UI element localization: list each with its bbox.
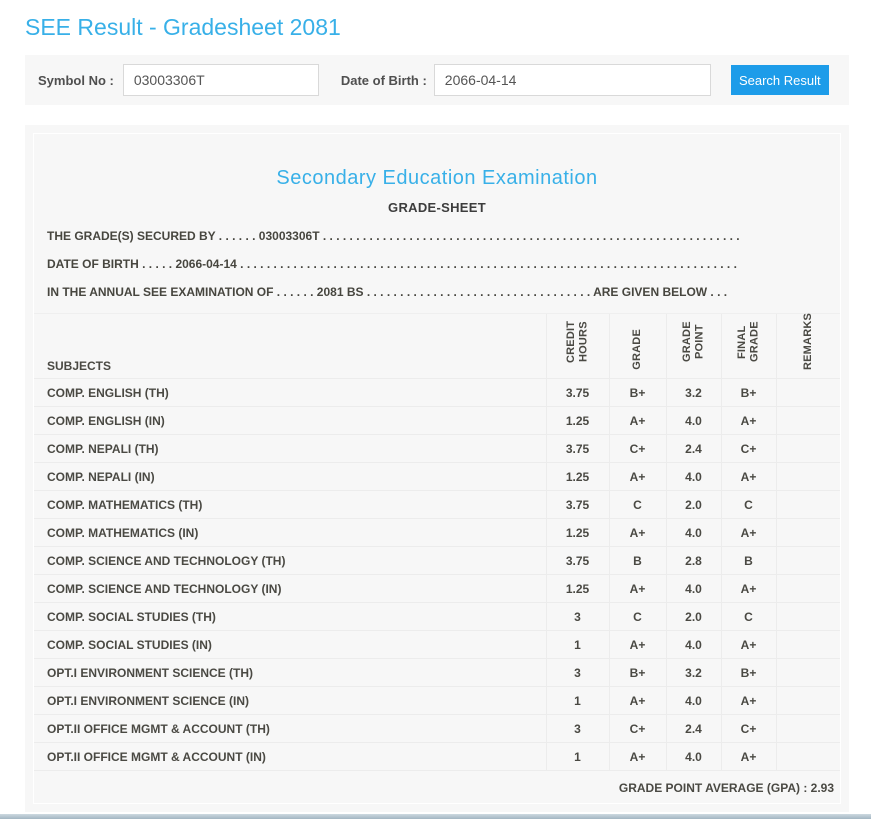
final-grade-value: A+: [721, 631, 776, 659]
subjects-header: SUBJECTS: [34, 314, 546, 379]
table-header-row: [34, 314, 840, 379]
subject-name: COMP. MATHEMATICS (IN): [34, 519, 546, 547]
final-grade-value: A+: [721, 575, 776, 603]
grade-point-value: 2.0: [666, 491, 721, 519]
remarks-value: [776, 575, 840, 603]
grade-value: C: [609, 603, 666, 631]
table-row: [34, 575, 840, 603]
examination-line: IN THE ANNUAL SEE EXAMINATION OF . . . . . . 2081 BS . . . . . . . . . . . . . . . . . . . . . . . . . . . . . . . . . . ARE GIVEN BELOW . . .: [47, 285, 728, 299]
table-row: [34, 519, 840, 547]
table-row: [34, 715, 840, 743]
final-grade-value: B+: [721, 659, 776, 687]
credit-hours-value: 1: [546, 743, 609, 771]
search-form: [25, 55, 849, 105]
final-grade-value: A+: [721, 519, 776, 547]
credit-hours-value: 3.75: [546, 379, 609, 407]
grade-point-value: 2.8: [666, 547, 721, 575]
remarks-value: [776, 407, 840, 435]
grade-point-value: 2.4: [666, 715, 721, 743]
subject-name: OPT.II OFFICE MGMT & ACCOUNT (TH): [34, 715, 546, 743]
table-row: [34, 547, 840, 575]
final-grade-value: A+: [721, 407, 776, 435]
gradesheet-subheading: GRADE-SHEET: [388, 200, 486, 215]
grade-value: A+: [609, 407, 666, 435]
credit-hours-value: 3: [546, 659, 609, 687]
credit-hours-value: 1.25: [546, 407, 609, 435]
final-grade-value: A+: [721, 463, 776, 491]
final-grade-value: B+: [721, 379, 776, 407]
subject-name: COMP. SCIENCE AND TECHNOLOGY (TH): [34, 547, 546, 575]
grade-point-value: 4.0: [666, 631, 721, 659]
subject-name: COMP. ENGLISH (TH): [34, 379, 546, 407]
grade-point-value: 3.2: [666, 379, 721, 407]
grade-value: B: [609, 547, 666, 575]
page-title: SEE Result - Gradesheet 2081: [25, 14, 341, 40]
credit-hours-value: 1: [546, 631, 609, 659]
date-of-birth-line: DATE OF BIRTH . . . . . 2066-04-14 . . . . . . . . . . . . . . . . . . . . . . . . . . . . . . . . . . . . . . . . . . . . . . . . . . . . . . . . . . . . . . . . . . . . . . . . . . .: [47, 257, 737, 271]
credit-hours-value: 3.75: [546, 491, 609, 519]
grade-point-header: GRADE POINT: [666, 314, 721, 379]
final-grade-value: B: [721, 547, 776, 575]
final-grade-value: A+: [721, 743, 776, 771]
symbol-no-label: Symbol No :: [38, 72, 114, 88]
date-of-birth-input[interactable]: [434, 64, 711, 96]
table-row: [34, 603, 840, 631]
grade-value: C+: [609, 435, 666, 463]
grade-value: A+: [609, 631, 666, 659]
grade-point-value: 4.0: [666, 743, 721, 771]
grade-table: [34, 313, 840, 804]
remarks-value: [776, 491, 840, 519]
grade-value: A+: [609, 743, 666, 771]
subject-name: COMP. NEPALI (TH): [34, 435, 546, 463]
grade-point-value: 4.0: [666, 407, 721, 435]
credit-hours-value: 3.75: [546, 547, 609, 575]
date-of-birth-label: Date of Birth :: [340, 72, 427, 88]
table-row: [34, 435, 840, 463]
subject-name: OPT.I ENVIRONMENT SCIENCE (IN): [34, 687, 546, 715]
grade-value: B+: [609, 379, 666, 407]
remarks-value: [776, 435, 840, 463]
gpa-value: GRADE POINT AVERAGE (GPA) : 2.93: [34, 771, 840, 805]
credit-hours-value: 3: [546, 715, 609, 743]
remarks-value: [776, 631, 840, 659]
credit-hours-value: 3.75: [546, 435, 609, 463]
remarks-value: [776, 743, 840, 771]
subject-name: COMP. ENGLISH (IN): [34, 407, 546, 435]
credit-hours-value: 1.25: [546, 463, 609, 491]
gpa-row: [34, 771, 840, 805]
grade-value: A+: [609, 575, 666, 603]
final-grade-header: FINAL GRADE: [721, 314, 776, 379]
grade-point-value: 3.2: [666, 659, 721, 687]
grade-value: B+: [609, 659, 666, 687]
grade-point-value: 2.4: [666, 435, 721, 463]
remarks-value: [776, 715, 840, 743]
remarks-value: [776, 547, 840, 575]
final-grade-value: C: [721, 603, 776, 631]
final-grade-value: C+: [721, 715, 776, 743]
result-panel: [25, 125, 849, 812]
remarks-value: [776, 603, 840, 631]
grade-value: A+: [609, 463, 666, 491]
subject-name: OPT.I ENVIRONMENT SCIENCE (TH): [34, 659, 546, 687]
table-row: [34, 491, 840, 519]
intro-lines: [34, 229, 840, 300]
remarks-value: [776, 687, 840, 715]
table-row: [34, 687, 840, 715]
grade-point-value: 4.0: [666, 463, 721, 491]
table-row: [34, 463, 840, 491]
subject-name: COMP. MATHEMATICS (TH): [34, 491, 546, 519]
remarks-value: [776, 659, 840, 687]
final-grade-value: C: [721, 491, 776, 519]
grade-value: A+: [609, 687, 666, 715]
grade-header: GRADE: [609, 314, 666, 379]
subject-name: COMP. NEPALI (IN): [34, 463, 546, 491]
table-row: [34, 659, 840, 687]
credit-hours-header: CREDIT HOURS: [546, 314, 609, 379]
remarks-value: [776, 519, 840, 547]
subject-name: COMP. SCIENCE AND TECHNOLOGY (IN): [34, 575, 546, 603]
remarks-value: [776, 463, 840, 491]
credit-hours-value: 1: [546, 687, 609, 715]
subject-name: COMP. SOCIAL STUDIES (TH): [34, 603, 546, 631]
examination-heading: Secondary Education Examination: [276, 167, 598, 189]
symbol-no-input[interactable]: [123, 64, 319, 96]
grade-point-value: 4.0: [666, 687, 721, 715]
credit-hours-value: 3: [546, 603, 609, 631]
credit-hours-value: 1.25: [546, 575, 609, 603]
final-grade-value: A+: [721, 687, 776, 715]
grade-point-value: 2.0: [666, 603, 721, 631]
table-row: [34, 743, 840, 771]
gradesheet: [33, 133, 841, 804]
final-grade-value: C+: [721, 435, 776, 463]
credit-hours-value: 1.25: [546, 519, 609, 547]
secured-by-line: THE GRADE(S) SECURED BY . . . . . . 03003306T . . . . . . . . . . . . . . . . . . . . . . . . . . . . . . . . . . . . . . . . . . . . . . . . . . . . . . . . . . . . . . .: [47, 229, 740, 243]
grade-value: C: [609, 491, 666, 519]
remarks-header: REMARKS: [776, 314, 840, 379]
grade-point-value: 4.0: [666, 519, 721, 547]
table-row: [34, 407, 840, 435]
table-row: [34, 631, 840, 659]
bottom-edge-bar: [0, 814, 871, 819]
remarks-value: [776, 379, 840, 407]
grade-value: C+: [609, 715, 666, 743]
search-result-button[interactable]: Search Result: [731, 65, 829, 95]
grade-point-value: 4.0: [666, 575, 721, 603]
subject-name: OPT.II OFFICE MGMT & ACCOUNT (IN): [34, 743, 546, 771]
grade-value: A+: [609, 519, 666, 547]
subject-name: COMP. SOCIAL STUDIES (IN): [34, 631, 546, 659]
table-row: [34, 379, 840, 407]
